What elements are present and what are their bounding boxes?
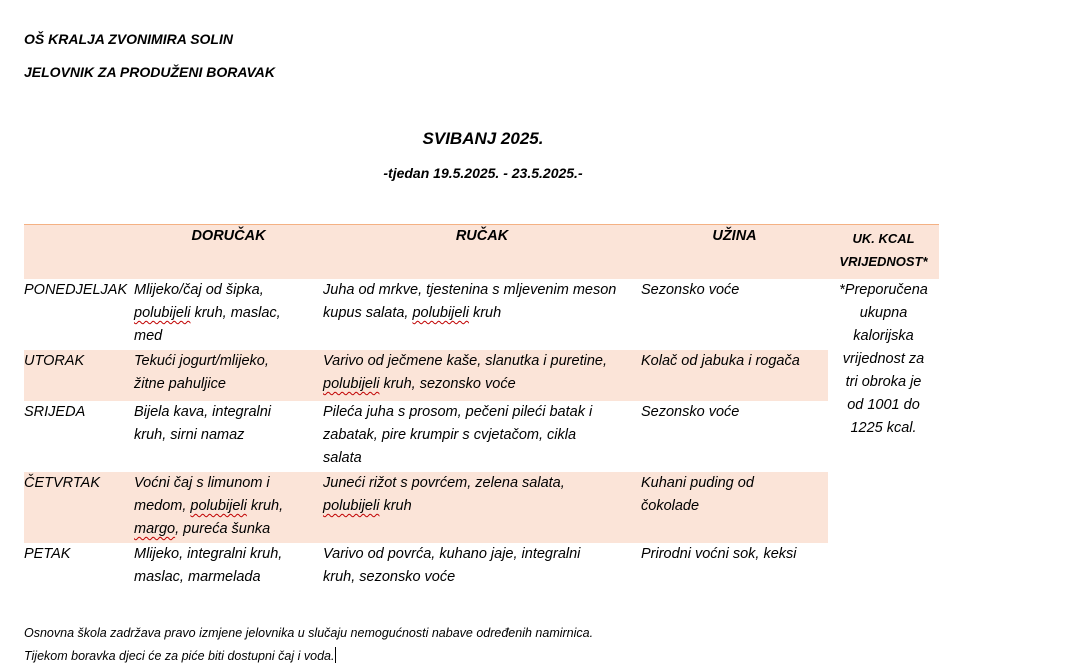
text-line: medom, bbox=[134, 498, 191, 514]
footer-note-substitution: Osnovna škola zadržava pravo izmjene jelovnika u slučaju nemogućnosti nabave određenih namirnica. bbox=[24, 626, 594, 640]
document-subtitle: JELOVNIK ZA PRODUŽENI BORAVAK bbox=[24, 64, 275, 80]
menu-table bbox=[24, 224, 939, 593]
text-line: čokolade bbox=[641, 498, 700, 514]
friday-lunch bbox=[323, 543, 641, 593]
menu-header-row bbox=[24, 225, 939, 280]
wednesday-breakfast bbox=[134, 401, 323, 472]
text-line: Juha od mrkve, tjestenina s mljevenim meson bbox=[323, 282, 617, 298]
friday-breakfast bbox=[134, 543, 323, 593]
table-row-monday bbox=[24, 279, 939, 350]
day-wednesday: SRIJEDA bbox=[24, 404, 86, 420]
text-line: kruh, sezonsko voće bbox=[379, 376, 516, 392]
table-row-friday bbox=[24, 543, 939, 593]
text-line: kruh, sezonsko voće bbox=[323, 569, 456, 585]
spellcheck-word: margo bbox=[134, 521, 176, 537]
text-line: Juneći rižot s povrćem, zelena salata, bbox=[323, 475, 565, 491]
text-line: kruh bbox=[379, 498, 412, 514]
text-line: Pileća juha s prosom, pečeni pileći batak i bbox=[323, 404, 593, 420]
text-line: med bbox=[134, 328, 163, 344]
text-line: kupus salata, bbox=[323, 305, 413, 321]
thursday-lunch bbox=[323, 472, 641, 543]
kcal-note-line: tri obroka je bbox=[845, 374, 922, 390]
text-line: maslac, marmelada bbox=[134, 569, 261, 585]
text-line: Mlijeko/čaj od šipka, bbox=[134, 282, 264, 298]
school-name: OŠ KRALJA ZVONIMIRA SOLIN bbox=[24, 31, 233, 47]
text-line: Mlijeko, integralni kruh, bbox=[134, 546, 283, 562]
wednesday-lunch bbox=[323, 401, 641, 472]
text-line: Voćni čaj s limunom i bbox=[134, 475, 270, 491]
thursday-breakfast bbox=[134, 472, 323, 543]
text-line: Kuhani puding od bbox=[641, 475, 754, 491]
text-line: kruh, sirni namaz bbox=[134, 427, 245, 443]
kcal-note-line: vrijednost za bbox=[842, 351, 925, 367]
header-kcal-line1: UK. KCAL bbox=[852, 231, 915, 246]
spellcheck-word: polubijeli bbox=[412, 305, 469, 321]
header-kcal-line2: VRIJEDNOST* bbox=[839, 254, 928, 269]
tuesday-lunch bbox=[323, 350, 641, 401]
friday-snack: Prirodni voćni sok, keksi bbox=[641, 546, 797, 562]
day-tuesday: UTORAK bbox=[24, 350, 134, 401]
text-line: Bijela kava, integralni bbox=[134, 404, 272, 420]
text-line: Varivo od ječmene kaše, slanutka i puretine, bbox=[323, 353, 607, 369]
text-line: salata bbox=[323, 450, 362, 466]
menu-month-title: SVIBANJ 2025. bbox=[422, 129, 544, 148]
monday-snack: Sezonsko voće bbox=[641, 282, 740, 298]
day-monday: PONEDJELJAK bbox=[24, 282, 128, 298]
footer-note-drinks bbox=[24, 647, 336, 663]
monday-lunch bbox=[323, 279, 641, 350]
text-line: Varivo od povrća, kuhano jaje, integralni bbox=[323, 546, 581, 562]
spellcheck-word: polubijeli bbox=[134, 305, 191, 321]
table-row-thursday bbox=[24, 472, 939, 543]
header-breakfast: DORUČAK bbox=[191, 228, 266, 244]
table-row-tuesday bbox=[24, 350, 939, 401]
kcal-note-line: od 1001 do bbox=[847, 397, 920, 413]
header-kcal bbox=[828, 225, 939, 280]
tuesday-breakfast bbox=[134, 350, 323, 401]
footer-note-drinks-text: Tijekom boravka djeci će za piće biti dostupni čaj i voda. bbox=[24, 649, 335, 663]
thursday-snack bbox=[641, 472, 828, 543]
text-cursor bbox=[335, 647, 336, 663]
kcal-note bbox=[828, 279, 939, 593]
menu-week-range: -tjedan 19.5.2025. - 23.5.2025.- bbox=[383, 165, 583, 181]
kcal-note-line: ukupna bbox=[859, 305, 908, 321]
spellcheck-word: polubijeli bbox=[323, 498, 380, 514]
text-line: kruh, bbox=[246, 498, 284, 514]
day-thursday: ČETVRTAK bbox=[24, 472, 134, 543]
day-friday: PETAK bbox=[24, 546, 71, 562]
kcal-note-line: 1225 kcal. bbox=[850, 420, 917, 436]
spellcheck-word: polubijeli bbox=[190, 498, 247, 514]
spellcheck-word: polubijeli bbox=[323, 376, 380, 392]
tuesday-snack: Kolač od jabuka i rogača bbox=[641, 350, 828, 401]
header-lunch: RUČAK bbox=[455, 228, 509, 244]
wednesday-snack: Sezonsko voće bbox=[641, 404, 740, 420]
table-row-wednesday bbox=[24, 401, 939, 472]
kcal-note-line: *Preporučena bbox=[839, 282, 928, 298]
text-line: , pureća šunka bbox=[175, 521, 271, 537]
kcal-note-line: kalorijska bbox=[853, 328, 914, 344]
text-line: kruh bbox=[468, 305, 502, 321]
text-line: zabatak, pire krumpir s cvjetačom, cikla bbox=[323, 427, 577, 443]
monday-breakfast bbox=[134, 279, 323, 350]
text-line: Tekući jogurt/mlijeko, bbox=[134, 353, 269, 369]
text-line: kruh, maslac, bbox=[190, 305, 281, 321]
header-snack: UŽINA bbox=[712, 228, 757, 244]
text-line: žitne pahuljice bbox=[134, 376, 226, 392]
header-day-cell bbox=[24, 225, 134, 280]
